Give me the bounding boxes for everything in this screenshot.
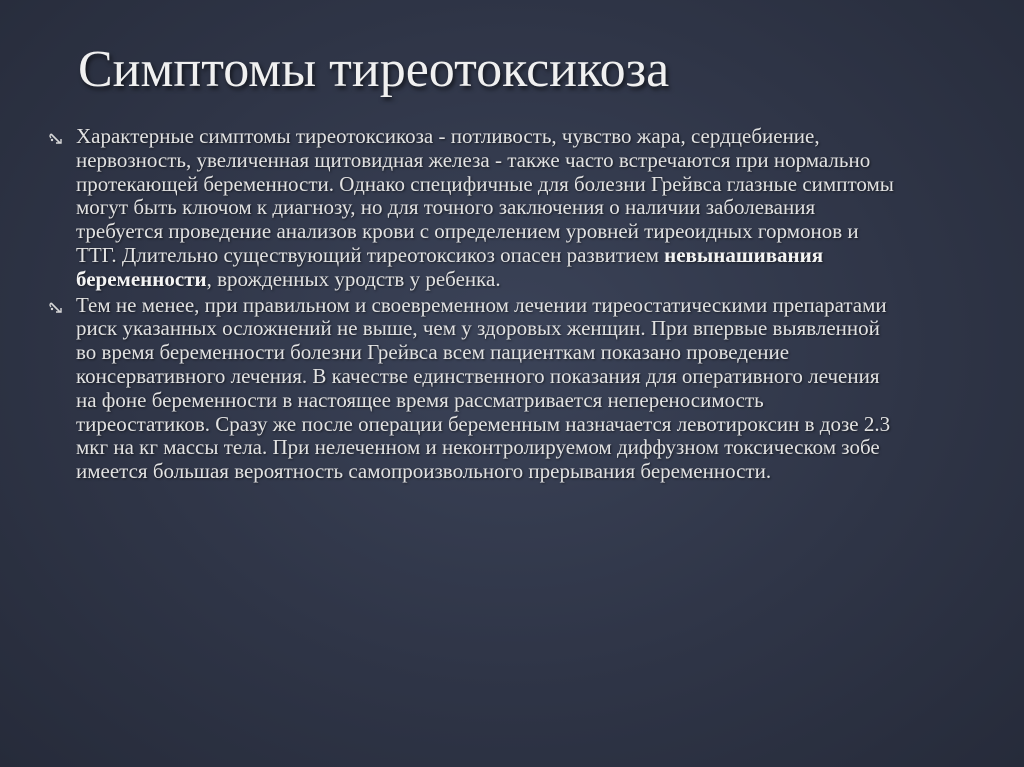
bullet-text-before: Характерные симптомы тиреотоксикоза - потливость, чувство жара, сердцебиение, нервозность, увеличенная щитовидная железа - также часто встречаются при нормально протекающей беременности. Однако специфичные для болезни Грейвса глазные симптомы могут быть ключом к диагнозу, но для точного заключения о наличии заболевания требуется проведение анализов крови с определением уровней тиреоидных гормонов и ТТГ. Длительно существующий тиреотоксикоз опасен развитием <box>76 124 894 267</box>
scroll-bullet-icon <box>48 131 64 147</box>
bullet-text-after: , врожденных уродств у ребенка. <box>206 266 501 291</box>
scroll-bullet-icon <box>48 300 64 316</box>
bullet-item <box>48 294 898 484</box>
bullet-item <box>48 125 898 292</box>
slide-title: Симптомы тиреотоксикоза <box>78 41 670 98</box>
bullet-text: Тем не менее, при правильном и своевременном лечении тиреостатическими препаратами риск указанных осложнений не выше, чем у здоровых женщин. При впервые выявленной во время беременности болезни Грейвса всем пациенткам показано проведение консервативного лечения. В качестве единственного показания для оперативного лечения на фоне беременности в настоящее время рассматривается непереносимость тиреостатиков. Сразу же после операции беременным назначается левотироксин в дозе 2.3 мкг на кг массы тела. При нелеченном и неконтролируемом диффузном токсическом зобе имеется большая вероятность самопроизвольного прерывания беременности. <box>76 292 891 484</box>
bullet-text-bold: невынашивания беременности <box>76 242 824 291</box>
slide-content <box>48 125 898 486</box>
